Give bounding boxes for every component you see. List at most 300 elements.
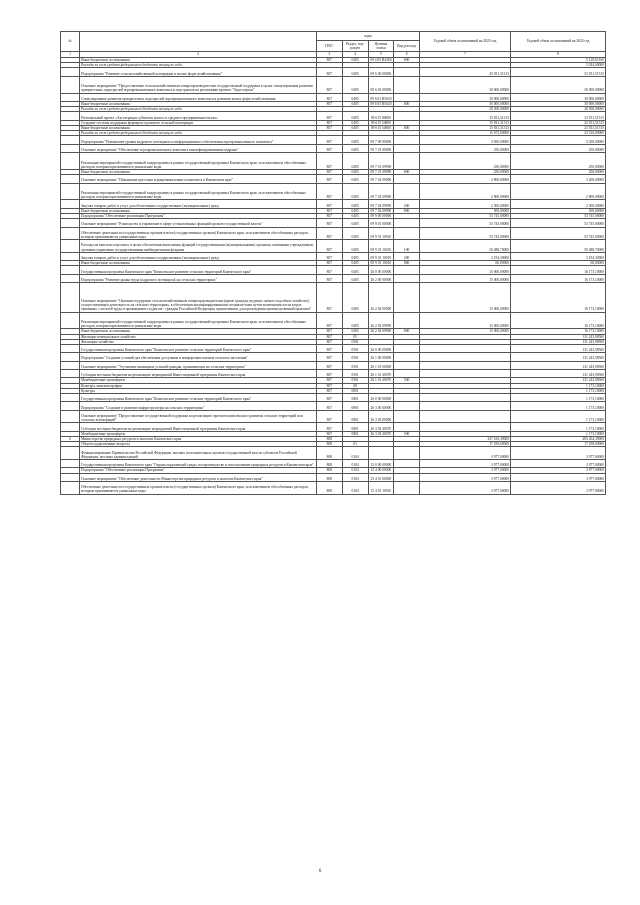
table-row bbox=[61, 144, 606, 152]
row-target-article: 09 7 00 00000 bbox=[368, 136, 394, 144]
row-sum-2024: 1 173,10000 bbox=[511, 383, 606, 388]
row-expense-type bbox=[394, 423, 420, 431]
row-expense-type: 200 bbox=[394, 252, 420, 260]
row-name: Иные бюджетные ассигнования bbox=[80, 58, 317, 63]
row-sum-2024: 1 173,10000 bbox=[511, 423, 606, 431]
row-name: Основное мероприятие "Оказание поддержки сельскохозяйственным товаропроизводителям (кроме граждан, ведущих личное подсобное хозяйство), осуществляющим деятельность на сельских территориях, в обеспечении квалифицированными специалистами путем возмещения части затрат, связанных с оплатой труда и проживанием студентов - граждан Российской Федерации, привлеченных для прохождения производственной практики" bbox=[80, 283, 317, 312]
row-grbs: 807 bbox=[317, 388, 343, 393]
row-section: 0405 bbox=[342, 274, 368, 282]
row-section: 0501 bbox=[342, 370, 368, 378]
row-expense-type: 800 bbox=[394, 208, 420, 213]
column-index: 3 bbox=[317, 52, 343, 58]
row-sum-2024: 23 551,51515 bbox=[511, 120, 606, 125]
row-grbs: 807 bbox=[317, 169, 343, 174]
row-name: Основное мероприятие "Улучшение жилищных условий граждан, проживающих на сельских территориях" bbox=[80, 361, 317, 369]
row-expense-type: 800 bbox=[394, 329, 420, 334]
row-name: Государственная программа Камчатского края "Комплексное развитие сельских территорий Камчатского края" bbox=[80, 266, 317, 274]
row-name: Субсидии местным бюджетам на реализацию мероприятий Инвестиционной программы Камчатского края bbox=[80, 423, 317, 431]
row-section: 0405 bbox=[342, 144, 368, 152]
table-row bbox=[61, 447, 606, 460]
row-section: 0405 bbox=[342, 169, 368, 174]
row-sum-2024: 250,00000 bbox=[511, 153, 606, 170]
row-target-article: 09 6 I5 54800 bbox=[368, 125, 394, 130]
row-target-article bbox=[368, 447, 394, 460]
row-section: 0801 bbox=[342, 388, 368, 393]
row-grbs: 807 bbox=[317, 76, 343, 93]
row-number bbox=[61, 460, 80, 468]
row-grbs: 807 bbox=[317, 402, 343, 410]
row-sum-2023 bbox=[420, 344, 511, 352]
table-row bbox=[61, 175, 606, 183]
row-grbs: 807 bbox=[317, 153, 343, 170]
row-grbs: 807 bbox=[317, 208, 343, 213]
row-number bbox=[61, 423, 80, 431]
row-name: Стимулирование развития приоритетных подотраслей агропромышленного комплекса и развития малых форм хозяйствования bbox=[80, 93, 317, 101]
row-section: 05 bbox=[342, 334, 368, 339]
column-index: 7 bbox=[420, 52, 511, 58]
row-section: 0801 bbox=[342, 402, 368, 410]
row-target-article: 26 2 02 00000 bbox=[368, 283, 394, 312]
row-sum-2024: 250,00000 bbox=[511, 169, 606, 174]
header-sum-2023: Годовой объем ассигнований на 2023 год bbox=[420, 32, 511, 52]
row-sum-2023: 250,00000 bbox=[420, 169, 511, 174]
row-sum-2024: 16 173,10000 bbox=[511, 329, 606, 334]
row-sum-2024: 3 977,00000 bbox=[511, 473, 606, 481]
row-expense-type bbox=[394, 394, 420, 402]
row-expense-type bbox=[394, 460, 420, 468]
row-name: Иные бюджетные ассигнования bbox=[80, 261, 317, 266]
table-row bbox=[61, 227, 606, 240]
table-row bbox=[61, 68, 606, 76]
row-section: 0405 bbox=[342, 175, 368, 183]
row-name: Реализация мероприятий государственной подпрограммы в рамках государственной программы Камчатского края, за исключением обособленных расходов, которым присваиваются уникальные коды bbox=[80, 312, 317, 329]
table-row bbox=[61, 252, 606, 260]
row-sum-2024: 23 316,00000 bbox=[511, 131, 606, 136]
row-section: 0405 bbox=[342, 252, 368, 260]
row-sum-2024: 50 488,70000 bbox=[511, 240, 606, 253]
table-row bbox=[61, 136, 606, 144]
row-number bbox=[61, 353, 80, 361]
row-expense-type bbox=[394, 473, 420, 481]
row-sum-2023: 30 000,00000 bbox=[420, 76, 511, 93]
row-sum-2024: 2 800,00000 bbox=[511, 183, 606, 200]
row-number bbox=[61, 473, 80, 481]
row-sum-2024: 250,00000 bbox=[511, 144, 606, 152]
row-sum-2024: 131 243,98500 bbox=[511, 334, 606, 339]
row-number: 6 bbox=[61, 437, 80, 442]
row-name: Региональный проект «Акселерация субъектов малого и среднего предпринимательства» bbox=[80, 112, 317, 120]
row-expense-type bbox=[394, 76, 420, 93]
row-number bbox=[61, 370, 80, 378]
row-grbs: 807 bbox=[317, 227, 343, 240]
row-name: Жилищно-коммунальное хозяйство bbox=[80, 334, 317, 339]
row-grbs: 807 bbox=[317, 334, 343, 339]
row-sum-2023 bbox=[420, 402, 511, 410]
row-name: Иные бюджетные ассигнования bbox=[80, 208, 317, 213]
row-sum-2023: 237 616,39000 bbox=[420, 437, 511, 442]
row-target-article: 15 4 01 00000 bbox=[368, 473, 394, 481]
row-target-article: 26 2 00 00000 bbox=[368, 274, 394, 282]
row-name: Межбюджетные трансферты bbox=[80, 378, 317, 383]
row-sum-2023: 15 000,00000 bbox=[420, 274, 511, 282]
row-sum-2024: 283 264,39000 bbox=[511, 437, 606, 442]
row-section: 0405 bbox=[342, 200, 368, 208]
row-grbs: 808 bbox=[317, 447, 343, 460]
row-expense-type bbox=[394, 410, 420, 423]
row-target-article: 15 4 01 10010 bbox=[368, 482, 394, 495]
row-target-article: 09 7 02 09990 bbox=[368, 208, 394, 213]
row-sum-2024: 3 977,00000 bbox=[511, 468, 606, 473]
row-grbs: 807 bbox=[317, 361, 343, 369]
row-grbs: 807 bbox=[317, 339, 343, 344]
row-name: Государственная программа Камчатского края "Комплексное развитие сельских территорий Камчатского края" bbox=[80, 394, 317, 402]
table-row bbox=[61, 93, 606, 101]
row-expense-type bbox=[394, 153, 420, 170]
row-target-article: 26 1 01 00000 bbox=[368, 361, 394, 369]
row-grbs: 807 bbox=[317, 353, 343, 361]
row-expense-type bbox=[394, 447, 420, 460]
row-expense-type: 100 bbox=[394, 240, 420, 253]
row-expense-type bbox=[394, 93, 420, 101]
table-row bbox=[61, 473, 606, 481]
row-grbs: 807 bbox=[317, 312, 343, 329]
row-grbs: 807 bbox=[317, 136, 343, 144]
row-sum-2023: 3 977,00000 bbox=[420, 473, 511, 481]
row-target-article: 09 9 01 00000 bbox=[368, 219, 394, 227]
row-expense-type bbox=[394, 227, 420, 240]
row-name: Основное мероприятие "Предоставление сельскохозяйственным товаропроизводителям государственной поддержки в целях стимулирования развития приоритетных подотраслей агропромышленного комплекса и мер грантов на реализацию проекта "Агростартап" bbox=[80, 76, 317, 93]
row-name: Межбюджетные трансферты bbox=[80, 431, 317, 436]
row-expense-type: 200 bbox=[394, 200, 420, 208]
header-section: Раздел, под-раздел bbox=[342, 41, 368, 52]
row-expense-type bbox=[394, 266, 420, 274]
row-number bbox=[61, 252, 80, 260]
row-name: Подпрограмма "Повышение уровня кадрового потенциала и информационного обеспечения агропромышленного комплекса" bbox=[80, 136, 317, 144]
row-number bbox=[61, 93, 80, 101]
column-index: 8 bbox=[511, 52, 606, 58]
row-grbs: 807 bbox=[317, 274, 343, 282]
row-section: 0501 bbox=[342, 339, 368, 344]
row-sum-2023: 30 000,00000 bbox=[420, 93, 511, 101]
row-sum-2024: 16 173,10000 bbox=[511, 283, 606, 312]
row-name: Культура, кинематография bbox=[80, 383, 317, 388]
row-sum-2023: 45 831,31313 bbox=[420, 68, 511, 76]
row-grbs: 807 bbox=[317, 120, 343, 125]
row-target-article: 09 9 01 10010 bbox=[368, 227, 394, 240]
row-sum-2023 bbox=[420, 394, 511, 402]
row-grbs: 807 bbox=[317, 175, 343, 183]
row-name: Расходы за счет средств федерального бюджета текущего года bbox=[80, 131, 317, 136]
row-sum-2024: 16 173,10000 bbox=[511, 312, 606, 329]
header-codes: коды bbox=[317, 32, 420, 41]
row-section: 0104 bbox=[342, 473, 368, 481]
row-sum-2023: 2 300,00000 bbox=[420, 200, 511, 208]
row-expense-type: 800 bbox=[394, 58, 420, 63]
row-name: Субсидии местным бюджетам на реализацию мероприятий Инвестиционной программы Камчатского края bbox=[80, 370, 317, 378]
row-number bbox=[61, 112, 80, 120]
row-sum-2023: 15 000,00000 bbox=[420, 329, 511, 334]
row-sum-2023: 15 000,00000 bbox=[420, 283, 511, 312]
row-sum-2023: 15 831,31313 bbox=[420, 120, 511, 125]
table-row bbox=[61, 283, 606, 312]
row-number bbox=[61, 344, 80, 352]
row-target-article: 09 6 00 00000 bbox=[368, 68, 394, 76]
column-index: 1 bbox=[61, 52, 80, 58]
row-target-article: 09 6 03 R5020 bbox=[368, 101, 394, 106]
row-target-article: 26 2 02 09990 bbox=[368, 312, 394, 329]
row-grbs: 807 bbox=[317, 93, 343, 101]
row-sum-2023: 15 000,00000 bbox=[420, 266, 511, 274]
row-sum-2023: 500,00000 bbox=[420, 208, 511, 213]
row-sum-2023: 53 745,00000 bbox=[420, 219, 511, 227]
row-expense-type: 800 bbox=[394, 261, 420, 266]
row-sum-2024: 3 977,00000 bbox=[511, 482, 606, 495]
row-grbs: 807 bbox=[317, 68, 343, 76]
row-number bbox=[61, 274, 80, 282]
row-number bbox=[61, 402, 80, 410]
row-sum-2024: 131 243,98500 bbox=[511, 353, 606, 361]
row-target-article: 09 9 01 10010 bbox=[368, 252, 394, 260]
row-expense-type bbox=[394, 283, 420, 312]
row-sum-2023: 250,00000 bbox=[420, 153, 511, 170]
row-target-article: 26 2 02 09990 bbox=[368, 329, 394, 334]
row-target-article: 26 3 00 00000 bbox=[368, 402, 394, 410]
row-expense-type bbox=[394, 175, 420, 183]
row-section: 0405 bbox=[342, 153, 368, 170]
row-section: 0405 bbox=[342, 312, 368, 329]
row-sum-2023: 15 831,31313 bbox=[420, 125, 511, 130]
row-target-article: 15 0 00 00000 bbox=[368, 460, 394, 468]
row-grbs: 807 bbox=[317, 261, 343, 266]
row-grbs: 807 bbox=[317, 283, 343, 312]
row-target-article: 09 9 01 10010 bbox=[368, 261, 394, 266]
row-section: 0405 bbox=[342, 219, 368, 227]
row-sum-2023: 15 000,00000 bbox=[420, 312, 511, 329]
row-section: 0501 bbox=[342, 361, 368, 369]
row-target-article: 26 3 03 40070 bbox=[368, 431, 394, 436]
row-sum-2024: 3 194,30000 bbox=[511, 252, 606, 260]
row-section: 0104 bbox=[342, 482, 368, 495]
row-name: Общегосударственные вопросы bbox=[80, 442, 317, 447]
column-index: 4 bbox=[342, 52, 368, 58]
row-sum-2023: 50 488,70000 bbox=[420, 240, 511, 253]
row-sum-2024: 16 173,10000 bbox=[511, 266, 606, 274]
row-grbs: 807 bbox=[317, 410, 343, 423]
row-section: 0801 bbox=[342, 423, 368, 431]
row-target-article: 09 7 01 09990 bbox=[368, 153, 394, 170]
row-target-article: 09 7 02 09990 bbox=[368, 183, 394, 200]
row-name: Основное мероприятие "Руководство и управление в сфере установленных функций органов государственной власти" bbox=[80, 219, 317, 227]
row-number bbox=[61, 68, 80, 76]
row-expense-type bbox=[394, 274, 420, 282]
row-sum-2024: 1 173,10000 bbox=[511, 394, 606, 402]
row-expense-type: 500 bbox=[394, 378, 420, 383]
table-row bbox=[61, 200, 606, 208]
row-name: Реализация мероприятий государственной подпрограммы в рамках государственной программы Камчатского края, за исключением обособленных расходов, которым присваиваются уникальные коды bbox=[80, 153, 317, 170]
table-row bbox=[61, 460, 606, 468]
row-grbs: 807 bbox=[317, 344, 343, 352]
row-name: Закупка товаров, работ и услуг для обеспечения государственных (муниципальных) нужд bbox=[80, 200, 317, 208]
row-target-article: 09 4 05 R4360 bbox=[368, 58, 394, 63]
row-target-article: 26 1 00 00000 bbox=[368, 353, 394, 361]
row-section: 0405 bbox=[342, 213, 368, 218]
row-sum-2023: 28 500,00000 bbox=[420, 107, 511, 112]
row-grbs: 807 bbox=[317, 423, 343, 431]
row-number bbox=[61, 76, 80, 93]
row-target-article: 09 6 I5 54800 bbox=[368, 120, 394, 125]
row-sum-2023: 53 745,00000 bbox=[420, 213, 511, 218]
row-grbs: 808 bbox=[317, 437, 343, 442]
row-number bbox=[61, 240, 80, 253]
row-section: 0104 bbox=[342, 468, 368, 473]
row-sum-2024: 53 745,00000 bbox=[511, 219, 606, 227]
row-name: Подпрограмма "Обеспечение реализации Программы" bbox=[80, 213, 317, 218]
row-grbs: 807 bbox=[317, 431, 343, 436]
table-header-row bbox=[61, 32, 606, 41]
row-target-article: 26 1 01 40070 bbox=[368, 378, 394, 383]
row-grbs: 807 bbox=[317, 58, 343, 63]
row-target-article: 09 7 02 09990 bbox=[368, 200, 394, 208]
row-number bbox=[61, 394, 80, 402]
column-index: 6 bbox=[394, 52, 420, 58]
row-grbs: 807 bbox=[317, 183, 343, 200]
row-sum-2024: 500,00000 bbox=[511, 208, 606, 213]
table-row bbox=[61, 423, 606, 431]
row-name: Реализация мероприятий государственной подпрограммы в рамках государственной программы Камчатского края, за исключением обособленных расходов, которым присваиваются уникальные коды bbox=[80, 183, 317, 200]
row-expense-type bbox=[394, 312, 420, 329]
row-target-article: 09 7 01 09990 bbox=[368, 169, 394, 174]
row-grbs: 807 bbox=[317, 112, 343, 120]
row-name: Расходы на выплаты персоналу в целях обеспечения выполнения функций государственными (муниципальными) органами, казенными учреждениями, органами управления государственными внебюджетными фондами bbox=[80, 240, 317, 253]
row-name: Государственная программа Камчатского края "Комплексное развитие сельских территорий Камчатского края" bbox=[80, 344, 317, 352]
row-expense-type bbox=[394, 353, 420, 361]
table-row bbox=[61, 370, 606, 378]
row-name: Создание системы поддержки фермеров и развитие сельской кооперации bbox=[80, 120, 317, 125]
row-grbs: 807 bbox=[317, 125, 343, 130]
table-row bbox=[61, 76, 606, 93]
row-sum-2023 bbox=[420, 361, 511, 369]
row-grbs: 807 bbox=[317, 101, 343, 106]
row-target-article: 26 0 00 00000 bbox=[368, 344, 394, 352]
row-number bbox=[61, 219, 80, 227]
row-name: Государственная программа Камчатского края "Охрана окружающей среды, воспроизводство и использование природных ресурсов в Камчатском крае" bbox=[80, 460, 317, 468]
row-name: Обеспечение деятельности государственных органов власти (государственных органов) Камчатского края, за исключением обособленных расходов, которым присваиваются уникальные коды bbox=[80, 227, 317, 240]
table-row bbox=[61, 394, 606, 402]
row-sum-2024: 30 000,00000 bbox=[511, 76, 606, 93]
table-row bbox=[61, 183, 606, 200]
row-section: 01 bbox=[342, 442, 368, 447]
row-sum-2024: 5 024,60000 bbox=[511, 63, 606, 68]
row-section: 0405 bbox=[342, 227, 368, 240]
row-name: Закупка товаров, работ и услуг для обеспечения государственных (муниципальных) нужд bbox=[80, 252, 317, 260]
row-sum-2024: 2 300,00000 bbox=[511, 200, 606, 208]
row-sum-2023 bbox=[420, 370, 511, 378]
row-sum-2023: 30 000,00000 bbox=[420, 101, 511, 106]
row-name: Культура bbox=[80, 388, 317, 393]
row-sum-2023 bbox=[420, 410, 511, 423]
row-target-article: 09 6 I5 00000 bbox=[368, 112, 394, 120]
row-section: 0801 bbox=[342, 431, 368, 436]
row-name: Иные бюджетные ассигнования bbox=[80, 169, 317, 174]
row-target-article: 09 9 01 10010 bbox=[368, 240, 394, 253]
row-sum-2024: 60,00000 bbox=[511, 261, 606, 266]
row-grbs: 808 bbox=[317, 460, 343, 468]
row-name: Расходы за счет средств федерального бюджета текущего года bbox=[80, 107, 317, 112]
row-section: 0501 bbox=[342, 344, 368, 352]
row-expense-type bbox=[394, 136, 420, 144]
row-target-article: 26 3 03 00000 bbox=[368, 410, 394, 423]
row-expense-type bbox=[394, 482, 420, 495]
row-sum-2023: 15 831,31313 bbox=[420, 112, 511, 120]
row-expense-type bbox=[394, 68, 420, 76]
row-sum-2024: 1 173,10000 bbox=[511, 410, 606, 423]
row-section: 0801 bbox=[342, 410, 368, 423]
row-expense-type bbox=[394, 183, 420, 200]
row-section: 0405 bbox=[342, 329, 368, 334]
table-row bbox=[61, 219, 606, 227]
row-grbs: 807 bbox=[317, 252, 343, 260]
row-target-article: 09 6 03 R5020 bbox=[368, 93, 394, 101]
row-target-article: 09 7 01 00000 bbox=[368, 144, 394, 152]
table-body bbox=[61, 58, 606, 495]
row-number bbox=[61, 144, 80, 152]
row-number bbox=[61, 447, 80, 460]
row-sum-2024: 3 200,00000 bbox=[511, 175, 606, 183]
table-row bbox=[61, 274, 606, 282]
row-sum-2024: 53 745,00000 bbox=[511, 227, 606, 240]
row-sum-2024: 131 243,98500 bbox=[511, 344, 606, 352]
row-target-article: 26 3 03 40070 bbox=[368, 423, 394, 431]
row-sum-2023: 3 977,00000 bbox=[420, 468, 511, 473]
row-section: 0405 bbox=[342, 120, 368, 125]
row-number bbox=[61, 266, 80, 274]
row-sum-2023: 3 977,00000 bbox=[420, 460, 511, 468]
page-number: 6 bbox=[318, 869, 322, 874]
row-sum-2023: 2 800,00000 bbox=[420, 183, 511, 200]
row-name: Подпрограмма "Создание и развитие инфраструктуры на сельских территориях" bbox=[80, 402, 317, 410]
row-grbs: 807 bbox=[317, 394, 343, 402]
row-name: Министерство природных ресурсов и экологии Камчатского края bbox=[80, 437, 317, 442]
row-grbs: 807 bbox=[317, 370, 343, 378]
row-target-article: 09 7 02 00000 bbox=[368, 175, 394, 183]
row-section: 0104 bbox=[342, 460, 368, 468]
row-sum-2024: 1 173,10000 bbox=[511, 402, 606, 410]
row-number bbox=[61, 200, 80, 208]
row-sum-2023: 3 977,00000 bbox=[420, 482, 511, 495]
row-sum-2023 bbox=[420, 353, 511, 361]
row-grbs: 808 bbox=[317, 442, 343, 447]
header-number: № bbox=[61, 32, 80, 52]
row-sum-2023: 250,00000 bbox=[420, 144, 511, 152]
row-section: 0405 bbox=[342, 112, 368, 120]
row-sum-2024: 3 977,00000 bbox=[511, 447, 606, 460]
row-expense-type: 800 bbox=[394, 101, 420, 106]
table-row bbox=[61, 112, 606, 120]
row-name: Основное мероприятие "Обеспечение агропромышленного комплекса квалифицированными кадрами" bbox=[80, 144, 317, 152]
row-section: 0405 bbox=[342, 208, 368, 213]
row-section: 0801 bbox=[342, 394, 368, 402]
row-number bbox=[61, 136, 80, 144]
row-name: Иные бюджетные ассигнования bbox=[80, 125, 317, 130]
table-row bbox=[61, 402, 606, 410]
row-section: 0405 bbox=[342, 261, 368, 266]
row-section: 08 bbox=[342, 383, 368, 388]
table-row bbox=[61, 153, 606, 170]
header-sum-2024: Годовой объем ассигнований на 2024 год bbox=[511, 32, 606, 52]
row-target-article: 09 9 00 00000 bbox=[368, 213, 394, 218]
row-sum-2024: 3 977,00000 bbox=[511, 460, 606, 468]
row-grbs: 807 bbox=[317, 240, 343, 253]
